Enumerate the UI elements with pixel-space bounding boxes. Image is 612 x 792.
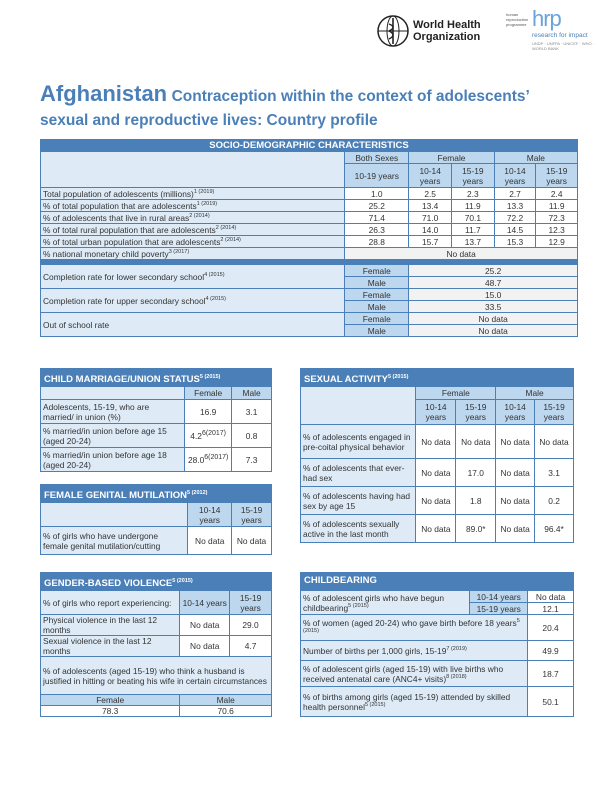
cm-col-male: Male	[232, 387, 272, 400]
row-value: 71.0	[409, 212, 452, 224]
female-value: 16.9	[185, 400, 232, 424]
table-row	[41, 224, 578, 236]
table-row	[41, 188, 578, 200]
table-row	[301, 661, 574, 687]
row-label: % of total population that are adolescents$^{1 (2019)}$	[41, 200, 345, 212]
completion-lower-female: 25.2	[409, 265, 578, 277]
hrp-small-1: human	[506, 12, 519, 17]
begun-age-10-14: 10-14 years	[470, 591, 528, 603]
row-value: No data	[496, 487, 535, 515]
row-value: 25.2	[345, 200, 409, 212]
row-value: 12.9	[536, 236, 578, 248]
gbv-justify-label: % of adolescents (aged 15-19) who think a husband is justified in hitting or beating his wife in certain circumstances	[41, 657, 272, 695]
row-label: % of adolescents engaged in pre-coital physical behavior	[301, 425, 416, 459]
table-row	[301, 687, 574, 717]
country-name: Afghanistan	[40, 81, 168, 106]
completion-lower-label: Completion rate for lower secondary school$^{4 (2015)}$	[41, 265, 345, 289]
cm-rows	[41, 400, 272, 472]
socio-heading: SOCIO-DEMOGRAPHIC CHARACTERISTICS	[41, 140, 578, 152]
male-value: 0.8	[232, 424, 272, 448]
socio-blank-header	[41, 152, 345, 188]
female-value: $28.0^{6(2017)}$	[185, 448, 232, 472]
fgm-value-10-14: No data	[188, 527, 232, 555]
table-row	[301, 641, 574, 661]
row-value: 13.3	[494, 200, 536, 212]
child-marriage-heading: CHILD MARRIAGE/UNION $STATUS^{5 (2015)}$	[40, 368, 272, 386]
out-of-school-female-label: Female	[345, 313, 409, 325]
sexual-activity-section	[300, 368, 574, 543]
gbv-rows	[41, 615, 272, 657]
socio-rows	[41, 188, 578, 248]
child-marriage-table	[40, 386, 272, 472]
row-value: 2.3	[452, 188, 495, 200]
gbv-female-value: 78.3	[41, 706, 180, 717]
fgm-section	[40, 484, 272, 555]
completion-lower-male: 48.7	[409, 277, 578, 289]
child-marriage-section	[40, 368, 272, 472]
row-value: 14.5	[494, 224, 536, 236]
row-value: 13.7	[452, 236, 495, 248]
row-value: 50.1	[528, 687, 574, 717]
row-value: 11.9	[536, 200, 578, 212]
title-line-2: sexual and reproductive lives: Country profile	[40, 112, 378, 129]
row-value: 11.9	[452, 200, 495, 212]
value-10-14: No data	[180, 636, 230, 657]
table-row	[41, 636, 272, 657]
who-emblem-icon	[376, 14, 410, 48]
male-value: 3.1	[232, 400, 272, 424]
poverty-value: No data	[345, 248, 578, 260]
row-value: 2.4	[536, 188, 578, 200]
page-title	[40, 82, 580, 133]
sa-col-male: Male	[496, 387, 574, 400]
who-name	[413, 19, 481, 43]
row-label: % of women (aged 20-24) who gave birth before 18 years$^{5 (2015)}$	[301, 615, 528, 641]
row-value: No data	[496, 425, 535, 459]
table-row	[41, 400, 272, 424]
row-value: 26.3	[345, 224, 409, 236]
out-of-school-male-label: Male	[345, 325, 409, 337]
sa-rows	[301, 425, 574, 543]
fgm-age-15-19: 15-19 years	[232, 503, 272, 527]
row-value: 1.8	[456, 487, 496, 515]
cm-col-female: Female	[185, 387, 232, 400]
childbearing-table	[300, 590, 574, 717]
table-row	[301, 615, 574, 641]
completion-upper-label: Completion rate for upper secondary school$^{4 (2015)}$	[41, 289, 345, 313]
hrp-logo	[506, 6, 600, 52]
row-value: 12.3	[536, 224, 578, 236]
row-value: 18.7	[528, 661, 574, 687]
gbv-male-value: 70.6	[180, 706, 272, 717]
fgm-label: % of girls who have undergone female genital mutilation/cutting	[41, 527, 188, 555]
hrp-small-2: reproduction	[506, 17, 529, 22]
table-row	[301, 459, 574, 487]
who-logo	[376, 14, 481, 48]
fgm-blank	[41, 503, 188, 527]
row-label: % of adolescents having had sex by age 15	[301, 487, 416, 515]
completion-upper-female-label: Female	[345, 289, 409, 301]
sa-blank	[301, 387, 416, 425]
row-value: 17.0	[456, 459, 496, 487]
hrp-small-text	[506, 12, 528, 27]
row-label: % of births among girls (aged 15-19) attended by skilled health personnel$^{5 (2015)}$	[301, 687, 528, 717]
row-value: 15.3	[494, 236, 536, 248]
row-value: 1.0	[345, 188, 409, 200]
cm-blank	[41, 387, 185, 400]
gbv-report-label: % of girls who report experiencing:	[41, 591, 180, 615]
age-10-19: 10-19 years	[345, 164, 409, 188]
table-row	[41, 212, 578, 224]
gbv-section	[40, 572, 272, 717]
row-value: No data	[416, 425, 456, 459]
sa-f-10-14: 10-14 years	[416, 400, 456, 425]
female-value: $4.2^{6(2017)}$	[185, 424, 232, 448]
gbv-table	[40, 590, 272, 717]
gbv-age-10-14: 10-14 years	[180, 591, 230, 615]
row-value: 96.4*	[535, 515, 574, 543]
gbv-female-label: Female	[41, 695, 180, 706]
row-value: 70.1	[452, 212, 495, 224]
row-value: 20.4	[528, 615, 574, 641]
row-label: Number of births per 1,000 girls, $15-19^{7 (2019)}$	[301, 641, 528, 661]
row-value: 11.7	[452, 224, 495, 236]
row-label: % married/in union before age 18 (aged 20-24)	[41, 448, 185, 472]
age-15-19-female: 15-19 years	[452, 164, 495, 188]
value-15-19: 4.7	[230, 636, 272, 657]
fgm-value-15-19: No data	[232, 527, 272, 555]
who-line-2: Organization	[413, 31, 481, 43]
begun-label: % of adolescent girls who have begun childbearing$^{5 (2015)}$	[301, 591, 470, 615]
row-value: 3.1	[535, 459, 574, 487]
hrp-wordmark: hrp	[532, 6, 561, 31]
row-value: 72.3	[536, 212, 578, 224]
sa-col-female: Female	[416, 387, 496, 400]
begun-value-15-19: 12.1	[528, 603, 574, 615]
header-logos	[376, 6, 600, 51]
out-of-school-female: No data	[409, 313, 578, 325]
fgm-table	[40, 502, 272, 555]
hrp-fine-print: UNDP · UNFPA · UNICEF · WHO · WORLD BANK	[532, 41, 595, 51]
completion-lower-male-label: Male	[345, 277, 409, 289]
begun-value-10-14: No data	[528, 591, 574, 603]
sa-m-10-14: 10-14 years	[496, 400, 535, 425]
row-value: 89.0*	[456, 515, 496, 543]
row-label: % of total rural population that are adolescents$^{2 (2014)}$	[41, 224, 345, 236]
row-value: No data	[456, 425, 496, 459]
title-line-1: Contraception within the context of adolescents’	[171, 88, 530, 105]
hrp-tagline: research for impact	[532, 32, 588, 39]
row-value: 14.0	[409, 224, 452, 236]
row-label: % of adolescents that live in rural areas$^{2 (2014)}$	[41, 212, 345, 224]
row-value: No data	[535, 425, 574, 459]
row-label: Total population of adolescents (millions)$^{1 (2019)}$	[41, 188, 345, 200]
begun-age-15-19: 15-19 years	[470, 603, 528, 615]
row-label: % married/in union before age 15 (aged 20-24)	[41, 424, 185, 448]
table-row	[41, 236, 578, 248]
childbearing-section	[300, 572, 574, 717]
fgm-heading: FEMALE GENITAL $MUTILATION^{5 (2012)}$	[40, 484, 272, 502]
table-row	[41, 448, 272, 472]
poverty-label: % national monetary child poverty$^{3 (2017)}$	[41, 248, 345, 260]
value-15-19: 29.0	[230, 615, 272, 636]
table-row	[301, 515, 574, 543]
fgm-age-10-14: 10-14 years	[188, 503, 232, 527]
age-10-14-female: 10-14 years	[409, 164, 452, 188]
out-of-school-label: Out of school rate	[41, 313, 345, 337]
row-label: % of total urban population that are adolescents$^{2 (2014)}$	[41, 236, 345, 248]
row-value: 71.4	[345, 212, 409, 224]
age-10-14-male: 10-14 years	[494, 164, 536, 188]
sexual-activity-heading: SEXUAL $ACTIVITY^{5 (2015)}$	[300, 368, 574, 386]
gbv-age-15-19: 15-19 years	[230, 591, 272, 615]
childbearing-heading: CHILDBEARING	[300, 572, 574, 590]
row-label: % of adolescents that ever-had sex	[301, 459, 416, 487]
sa-m-15-19: 15-19 years	[535, 400, 574, 425]
row-value: 72.2	[494, 212, 536, 224]
row-value: 2.5	[409, 188, 452, 200]
row-value: 15.7	[409, 236, 452, 248]
col-male: Male	[494, 152, 577, 164]
table-row	[301, 487, 574, 515]
gbv-male-label: Male	[180, 695, 272, 706]
table-row	[41, 615, 272, 636]
table-row	[41, 200, 578, 212]
cb-rows	[301, 615, 574, 717]
row-label: % of adolescents sexually active in the last month	[301, 515, 416, 543]
row-value: 13.4	[409, 200, 452, 212]
hrp-small-3: programme	[506, 22, 527, 27]
male-value: 7.3	[232, 448, 272, 472]
table-row	[41, 424, 272, 448]
row-value: No data	[496, 459, 535, 487]
col-female: Female	[409, 152, 494, 164]
row-label: Adolescents, 15-19, who are married/ in union (%)	[41, 400, 185, 424]
row-value: No data	[416, 459, 456, 487]
row-value: No data	[496, 515, 535, 543]
table-row	[301, 425, 574, 459]
socio-demographic-table	[40, 139, 578, 337]
row-value: No data	[416, 487, 456, 515]
row-label: Physical violence in the last 12 months	[41, 615, 180, 636]
row-label: Sexual violence in the last 12 months	[41, 636, 180, 657]
row-value: No data	[416, 515, 456, 543]
age-15-19-male: 15-19 years	[536, 164, 578, 188]
row-value: 0.2	[535, 487, 574, 515]
row-value: 49.9	[528, 641, 574, 661]
completion-upper-female: 15.0	[409, 289, 578, 301]
gbv-heading: GENDER-BASED $VIOLENCE^{5 (2015)}$	[40, 572, 272, 590]
completion-upper-male-label: Male	[345, 301, 409, 313]
completion-upper-male: 33.5	[409, 301, 578, 313]
row-value: 28.8	[345, 236, 409, 248]
out-of-school-male: No data	[409, 325, 578, 337]
who-line-1: World Health	[413, 19, 481, 31]
completion-lower-female-label: Female	[345, 265, 409, 277]
sa-f-15-19: 15-19 years	[456, 400, 496, 425]
row-value: 2.7	[494, 188, 536, 200]
sexual-activity-table	[300, 386, 574, 543]
row-label: % of adolescent girls (aged 15-19) with live births who received antenatal care (ANC4+ visits)$^{8 (2018)}$	[301, 661, 528, 687]
col-both-sexes: Both Sexes	[345, 152, 409, 164]
value-10-14: No data	[180, 615, 230, 636]
